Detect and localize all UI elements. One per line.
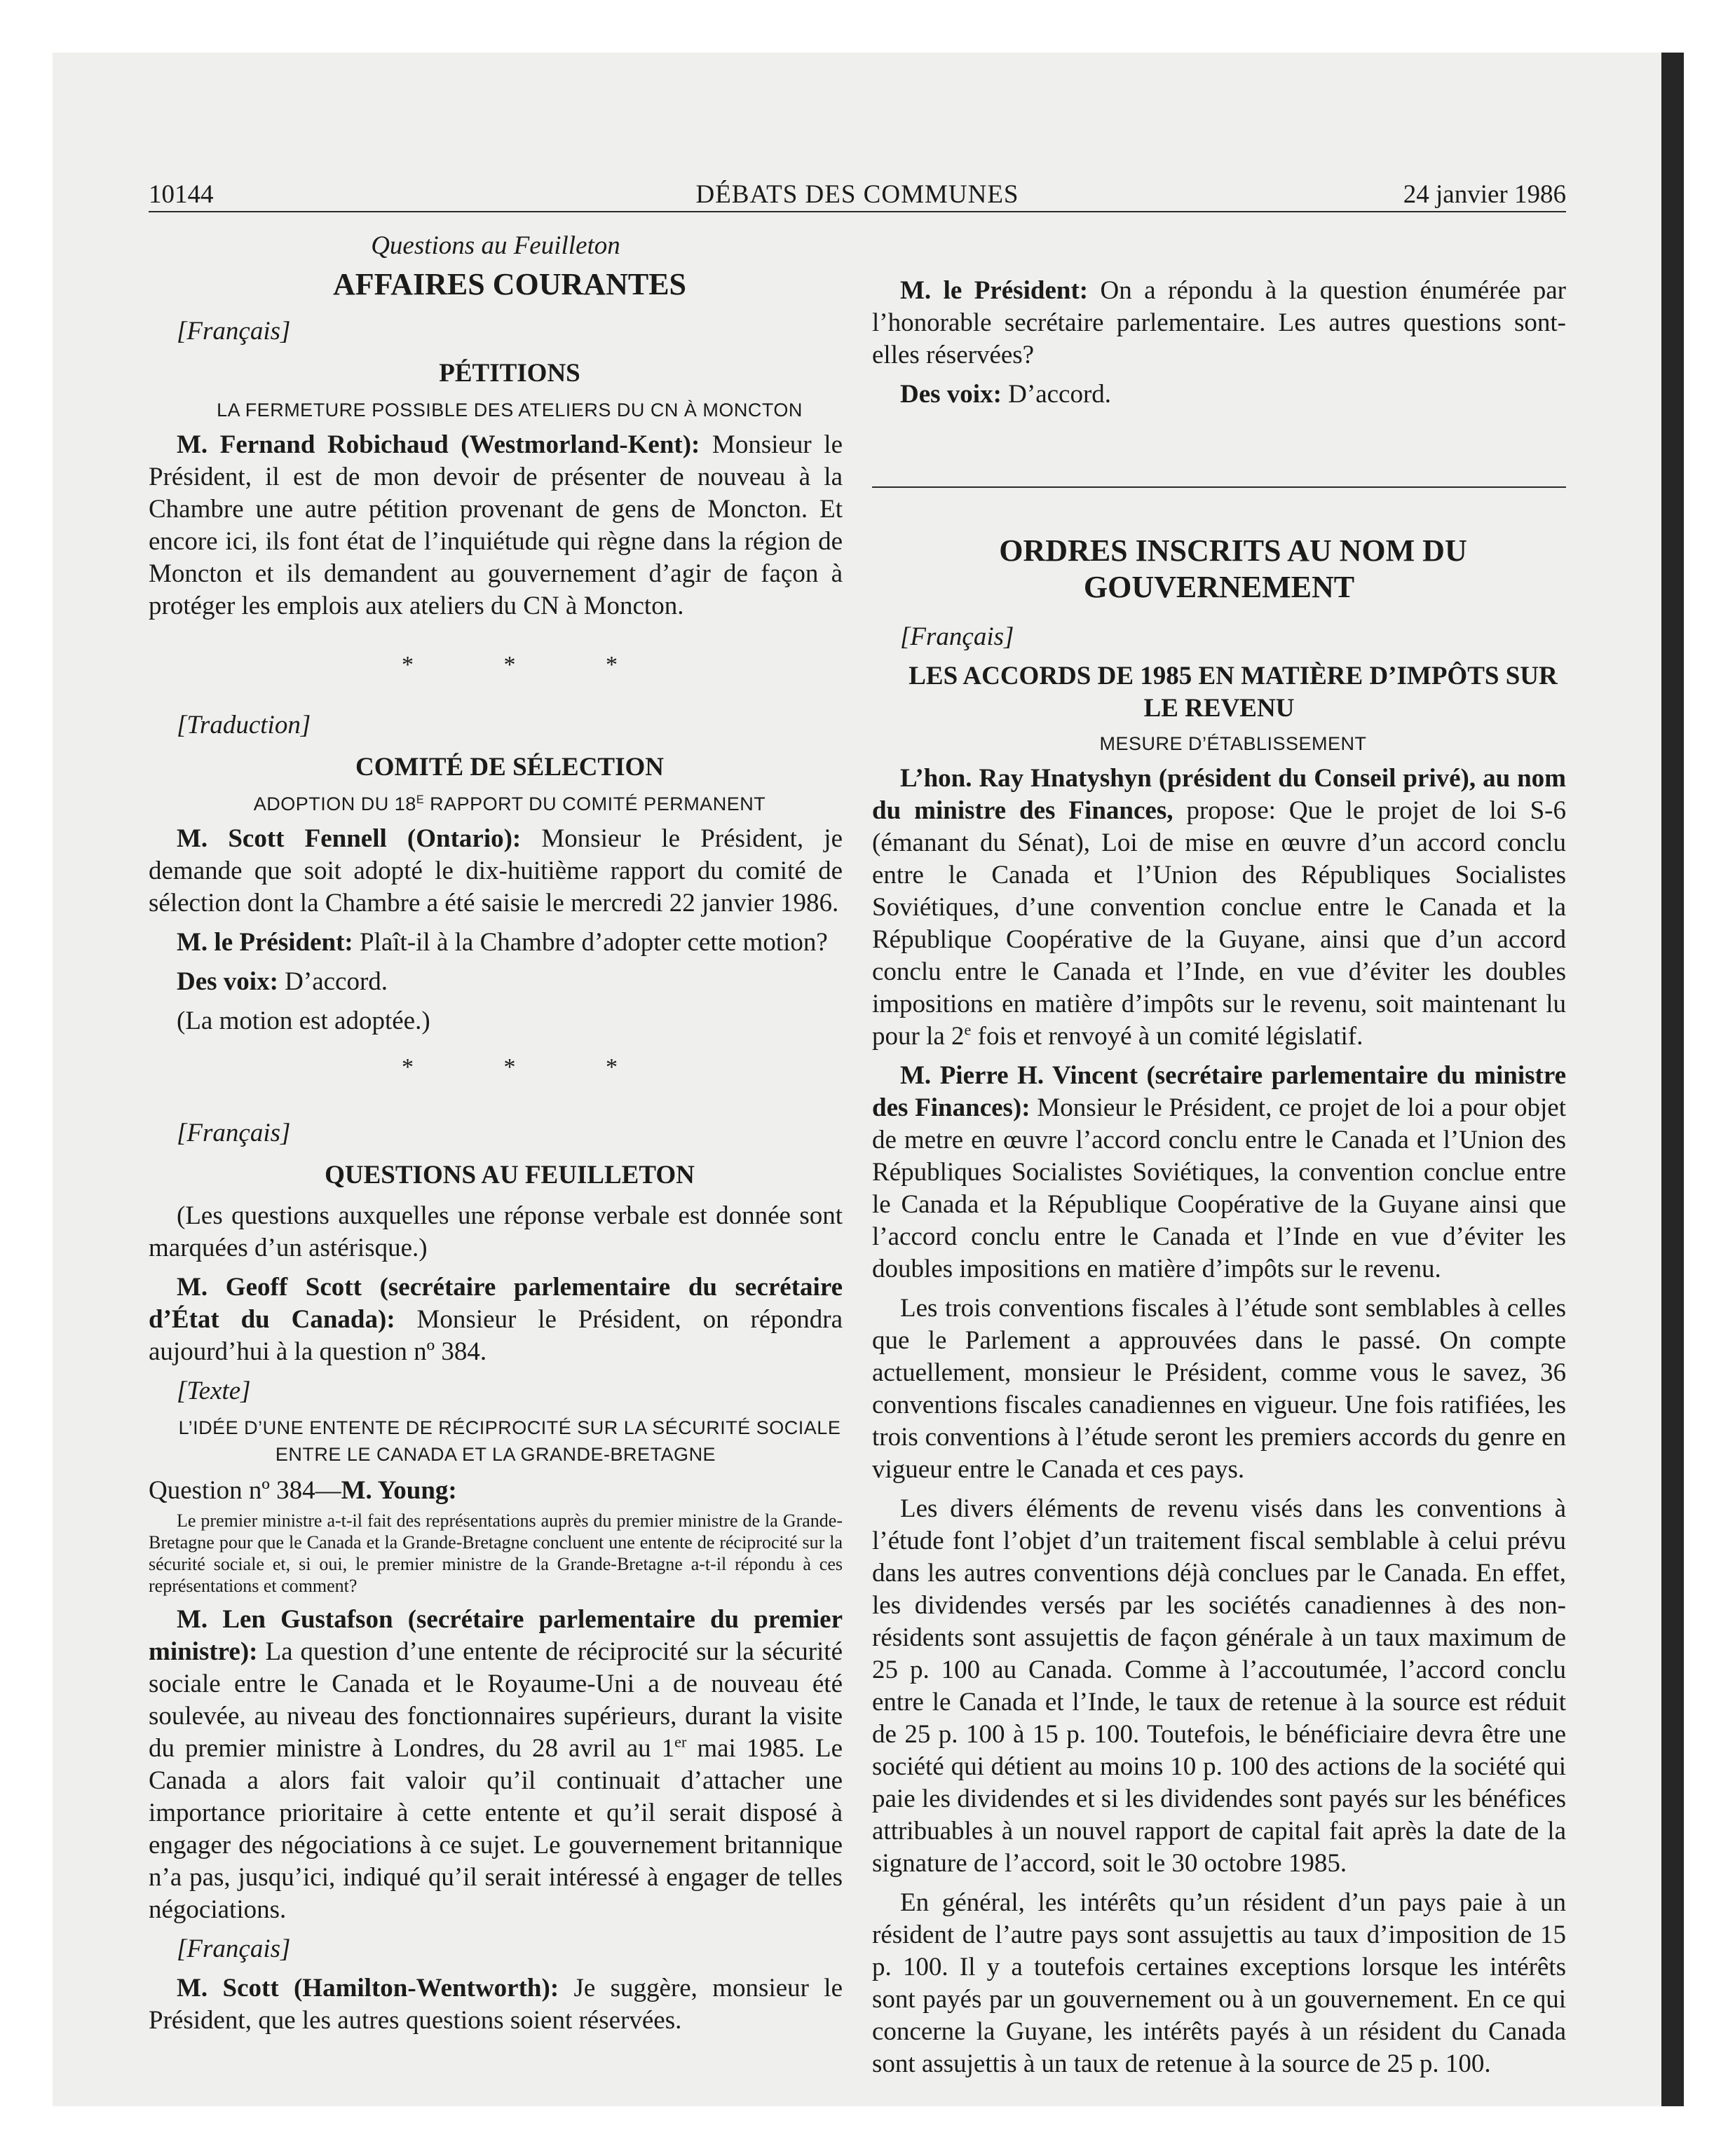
heading-petitions: PÉTITIONS bbox=[439, 359, 580, 388]
superscript: E bbox=[416, 793, 425, 806]
speech-text: propose: Que le projet de loi S-6 (émanant du Sénat), Loi de mise en œuvre d’un accord conclu entre le Canada et l’Union des Républiques Socialistes Soviétiques, d’une convention conclue entre le Canada et la République Coopérative de la Guyane, ainsi que d’un accord conclu entre le Canada et l’Inde, en vue d’éviter les doubles impositions en matière d’impôts sur le revenu, soit maintenant lu pour la 2 bbox=[872, 796, 1566, 1051]
subheading-reciprocite: L’IDÉE D’UNE ENTENTE DE RÉCIPROCITÉ SUR LA SÉCURITÉ SOCIALE ENTRE LE CANADA ET LA GRANDE-BRETAGNE bbox=[178, 1417, 841, 1465]
speaker-name: M. le Président: bbox=[177, 928, 353, 957]
question-label bbox=[149, 1475, 843, 1507]
speaker-name: M. Fernand Robichaud (Westmorland-Kent): bbox=[177, 430, 700, 459]
subheading-text: RAPPORT DU COMITÉ PERMANENT bbox=[424, 793, 766, 814]
speaker-name: M. Scott Fennell (Ontario): bbox=[177, 824, 522, 853]
language-tag: [Traduction] bbox=[177, 711, 311, 739]
speech-text: Monsieur le Président, je demande que soit adopté le dix-huitième rapport du comité de sélection dont la Chambre a été saisie le mercredi 22 janvier 1986. bbox=[149, 824, 843, 917]
speaker-name: M. Len Gustafson (secrétaire parlementaire du premier ministre): bbox=[149, 1605, 843, 1666]
language-tag: [Français] bbox=[177, 1935, 291, 1963]
page-number: 10144 bbox=[149, 180, 214, 209]
language-tag: [Français] bbox=[900, 622, 1014, 651]
journal-title: DÉBATS DES COMMUNES bbox=[695, 180, 1019, 209]
speech-text: Je suggère, monsieur le Président, que les autres questions soient réservées. bbox=[149, 1974, 843, 2035]
header-rule bbox=[149, 211, 1566, 212]
left-column bbox=[149, 230, 843, 2044]
speech-text: Monsieur le Président, on répondra aujourd’hui à la question nº 384. bbox=[149, 1305, 843, 1366]
language-tag: [Français] bbox=[177, 317, 291, 346]
speech-text: La question d’une entente de réciprocité sur la sécurité sociale entre le Canada et le Royaume-Uni a de nouveau été soulevée, au niveau des fonctionnaires supérieurs, durant la visite du premier ministre à Londres, du 28 avril au 1 bbox=[149, 1637, 843, 1763]
speaker-name: M. Scott (Hamilton-Wentworth): bbox=[177, 1974, 559, 2003]
speech-text: fois et renvoyé à un comité législatif. bbox=[971, 1022, 1363, 1051]
question-member: M. Young: bbox=[341, 1476, 457, 1505]
section-kicker: Questions au Feuilleton bbox=[371, 231, 620, 260]
language-tag: [Texte] bbox=[177, 1377, 251, 1405]
speech-text: On a répondu à la question énumérée par l’honorable secrétaire parlementaire. Les autres questions sont-elles réservées? bbox=[872, 276, 1566, 369]
paragraph-fennell bbox=[149, 823, 843, 920]
subheading-fermeture: LA FERMETURE POSSIBLE DES ATELIERS DU CN À MONCTON bbox=[217, 400, 803, 421]
speaker-name: L’hon. Ray Hnatyshyn (président du Conseil privé), au nom du ministre des Finances, bbox=[872, 764, 1566, 825]
paragraph-gustafson bbox=[149, 1604, 843, 1926]
paragraph-interets: En général, les intérêts qu’un résident d’un pays paie à un résident de l’autre pays sont assujettis au taux d’imposition de 15 p. 100. Il y a toutefois certaines exceptions lorsque les intérêts sont payés par un gouvernement ou à un gouvernement. En ce qui concerne la Guyane, les intérêts payés à un résident du Canada sont assujettis à un taux de retenue à la source de 25 p. 100. bbox=[872, 1888, 1566, 2078]
section-rule bbox=[872, 486, 1566, 488]
paragraph-motion-adoptee: (La motion est adoptée.) bbox=[177, 1007, 430, 1035]
heading-questions-feuilleton: QUESTIONS AU FEUILLETON bbox=[325, 1161, 695, 1189]
superscript: er bbox=[674, 1733, 687, 1751]
speaker-name: M. le Président: bbox=[900, 276, 1089, 305]
subheading-text: ADOPTION DU 18 bbox=[253, 793, 416, 814]
language-tag: [Français] bbox=[177, 1119, 291, 1147]
heading-accords-1985: LES ACCORDS DE 1985 EN MATIÈRE D’IMPÔTS SUR LE REVENU bbox=[909, 662, 1558, 723]
paragraph-scott-hamilton bbox=[149, 1972, 843, 2037]
heading-affaires-courantes: AFFAIRES COURANTES bbox=[332, 267, 687, 301]
speaker-name: Des voix: bbox=[900, 380, 1002, 409]
subheading-adoption bbox=[149, 791, 843, 817]
subheading-mesure: MESURE D’ÉTABLISSEMENT bbox=[1099, 733, 1367, 754]
speech-text: Plaît-il à la Chambre d’adopter cette motion? bbox=[353, 928, 828, 957]
page-header bbox=[149, 179, 1566, 210]
speech-text: mai 1985. Le Canada a alors fait valoir qu’il continuait d’attacher une importance prioritaire à cette entente et qu’il serait disposé à engager des négociations à ce sujet. Le gouvernement britannique n’a pas, jusqu’ici, indiqué qu’il serait intéressé à engager de telles négociations. bbox=[149, 1734, 843, 1924]
paragraph-robichaud bbox=[149, 429, 843, 622]
superscript: e bbox=[964, 1021, 972, 1039]
speaker-name: M. Pierre H. Vincent (secrétaire parlementaire du ministre des Finances): bbox=[872, 1061, 1566, 1122]
right-column bbox=[872, 275, 1566, 2087]
paragraph-hnatyshyn bbox=[872, 763, 1566, 1053]
speech-text: Monsieur le Président, ce projet de loi a pour objet de metre en œuvre l’accord conclu entre le Canada et l’Union des Républiques Socialistes Soviétiques, la convention conclue entre le Canada et la République Coopérative de la Guyane ainsi que l’accord conclu entre le Canada et l’Inde en vue d’éviter les doubles impositions en matière d’impôts sur le revenu. bbox=[872, 1093, 1566, 1283]
heading-comite-selection: COMITÉ DE SÉLECTION bbox=[355, 753, 664, 782]
section-separator: * * * bbox=[402, 652, 660, 678]
question-text: Le premier ministre a-t-il fait des représentations auprès du premier ministre de la Grande-Bretagne pour que le Canada et la Grande-Bretagne concluent une entente de réciprocité sur la sécurité sociale et, si oui, le premier ministre de la Grande-Bretagne a-t-il répondu à ces représentations et comment? bbox=[149, 1510, 843, 1596]
speaker-name: M. Geoff Scott (secrétaire parlementaire du secrétaire d’État du Canada): bbox=[149, 1273, 843, 1334]
paragraph-president bbox=[872, 275, 1566, 371]
question-number: Question nº 384— bbox=[149, 1476, 341, 1505]
paragraph-geoff-scott bbox=[149, 1271, 843, 1368]
paragraph-vincent bbox=[872, 1060, 1566, 1285]
paragraph-conventions: Les trois conventions fiscales à l’étude sont semblables à celles que le Parlement a approuvées dans le passé. On compte actuellement, monsieur le Président, comme vous le savez, 36 conventions fiscales canadiennes en vigueur. Une fois ratifiées, les trois conventions à l’étude seront les premiers accords du genre en vigueur entre le Canada et ces pays. bbox=[872, 1294, 1566, 1484]
speech-text: D’accord. bbox=[1001, 380, 1112, 409]
paragraph-questions-note: (Les questions auxquelles une réponse verbale est donnée sont marquées d’un astérisque.) bbox=[149, 1201, 843, 1262]
speech-text: Monsieur le Président, il est de mon devoir de présenter de nouveau à la Chambre une autre pétition provenant de gens de Moncton. Et encore ici, ils font état de l’inquiétude qui règne dans la région de Moncton et ils demandent au gouvernement d’agir de façon à protéger les emplois aux ateliers du CN à Moncton. bbox=[149, 430, 843, 620]
scan-edge-bar bbox=[1661, 53, 1684, 2106]
paragraph-elements-revenu: Les divers éléments de revenu visés dans les conventions à l’étude font l’objet d’un traitement fiscal semblable à celui prévu dans les autres conventions déjà conclues par le Canada. En effet, les dividendes versés par les sociétés canadiennes à des non-résidents sont assujettis de façon générale à un taux maximum de 25 p. 100 au Canada. Comme à l’accoutumée, l’accord conclu entre le Canada et l’Inde, le taux de retenue à la source est réduit de 25 p. 100 à 15 p. 100. Toutefois, le bénéficiaire devra être une société qui détient au moins 10 p. 100 des actions de la société qui paie les dividendes et si les dividendes sont payés sur les bénéfices attribuables à un nouvel rapport de capital fait après la date de la signature de l’accord, soit le 30 octobre 1985. bbox=[872, 1494, 1566, 1878]
heading-ordres-gouvernement: ORDRES INSCRITS AU NOM DU GOUVERNEMENT bbox=[999, 533, 1467, 604]
paragraph-president bbox=[149, 927, 843, 959]
speaker-name: Des voix: bbox=[177, 967, 278, 996]
paragraph-voix bbox=[149, 966, 843, 998]
section-separator: * * * bbox=[402, 1054, 660, 1080]
paragraph-voix bbox=[872, 378, 1566, 411]
page-date: 24 janvier 1986 bbox=[1403, 180, 1566, 209]
speech-text: D’accord. bbox=[278, 967, 388, 996]
